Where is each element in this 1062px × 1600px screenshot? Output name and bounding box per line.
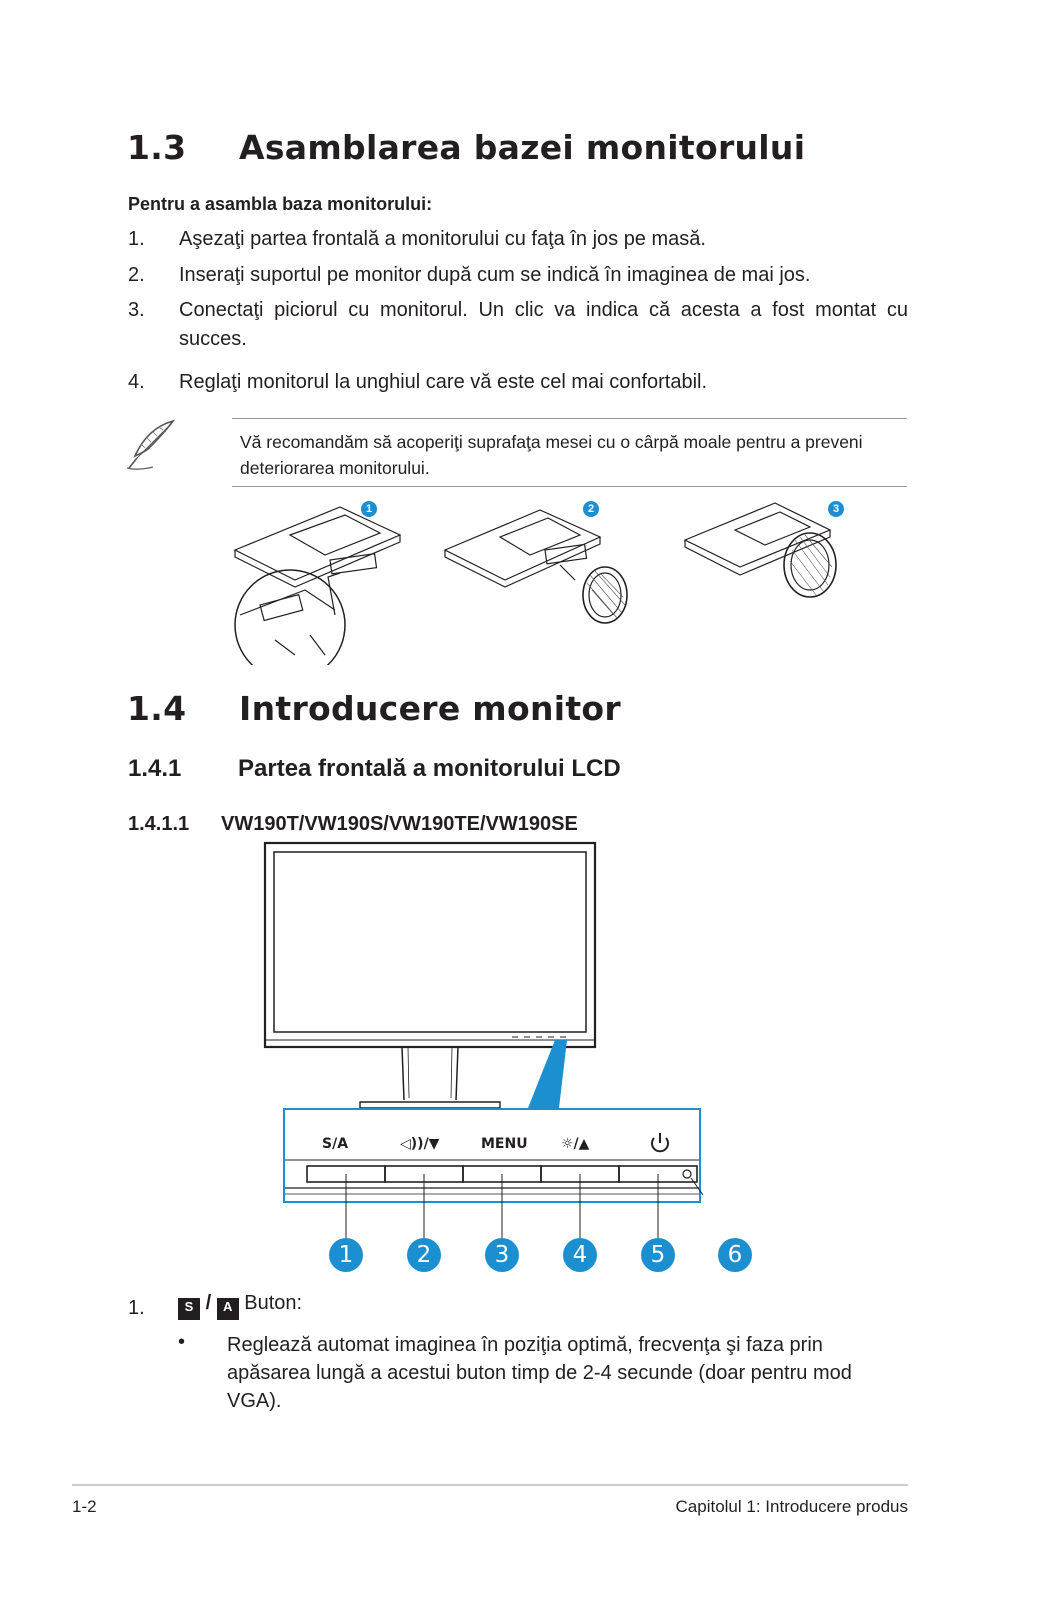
subsection-heading-1-4-1 xyxy=(128,755,621,783)
callout-badge: 2 xyxy=(407,1238,441,1272)
note-text: Vă recomandăm să acoperiţi suprafaţa mesei cu o cârpă moale pentru a preveni deteriorarea monitorului. xyxy=(240,432,863,478)
note-bottom-rule xyxy=(232,486,907,487)
bullet-icon: • xyxy=(178,1331,186,1353)
a-key-icon: A xyxy=(217,1298,239,1320)
subsubsection-number: 1.4.1.1 xyxy=(128,813,190,835)
button-desc-title xyxy=(178,1292,302,1320)
section-number: 1.3 xyxy=(127,128,187,167)
subsubsection-title: VW190T/VW190S/VW190TE/VW190SE xyxy=(221,813,578,835)
list-text: Inseraţi suportul pe monitor după cum se indică în imaginea de mai jos. xyxy=(179,264,811,286)
list-number: 2. xyxy=(128,264,145,286)
procedure-intro: Pentru a asambla baza monitorului: xyxy=(128,194,433,214)
callout-badge: 1 xyxy=(329,1238,363,1272)
footer-rule xyxy=(72,1484,908,1486)
monitor-front-illustration xyxy=(262,840,712,1125)
button-desc-number: 1. xyxy=(128,1297,145,1319)
list-item xyxy=(128,225,908,254)
list-item xyxy=(128,296,908,354)
subsection-title: Partea frontală a monitorului LCD xyxy=(238,755,621,782)
callout-badge: 6 xyxy=(718,1238,752,1272)
s-key-icon: S xyxy=(178,1298,200,1320)
subsection-number: 1.4.1 xyxy=(128,755,182,782)
assembly-illustration xyxy=(230,495,910,665)
list-number: 4. xyxy=(128,371,145,393)
key-separator: / xyxy=(205,1292,212,1314)
callout-badge: 4 xyxy=(563,1238,597,1272)
page-number: 1-2 xyxy=(72,1497,97,1516)
list-item xyxy=(128,261,908,290)
section-heading-1-3 xyxy=(127,128,927,168)
section-heading-1-4 xyxy=(127,689,927,729)
list-text: Reglaţi monitorul la unghiul care vă este cel mai confortabil. xyxy=(179,371,708,393)
chapter-title: Capitolul 1: Introducere produs xyxy=(675,1497,908,1516)
list-item xyxy=(128,368,908,397)
list-text: Conectaţi piciorul cu monitorul. Un clic va indica că acesta a fost montat cu succes. xyxy=(179,299,908,350)
volume-down-label: ◁))/▼ xyxy=(400,1136,440,1152)
figure-step-badge: 3 xyxy=(828,501,844,517)
section-title: Introducere monitor xyxy=(239,689,621,728)
list-text: Aşezaţi partea frontală a monitorului cu faţa în jos pe masă. xyxy=(179,228,706,250)
feather-pen-icon xyxy=(125,418,177,472)
callout-badge: 3 xyxy=(485,1238,519,1272)
button-label: Buton: xyxy=(244,1292,303,1314)
brightness-up-label: ☼/▲ xyxy=(561,1136,590,1152)
note-top-rule xyxy=(232,418,907,419)
list-number: 1. xyxy=(128,228,145,250)
section-title: Asamblarea bazei monitorului xyxy=(239,128,806,167)
section-number: 1.4 xyxy=(127,689,187,728)
figure-step-badge: 1 xyxy=(361,501,377,517)
button-desc-bullet: Reglează automat imaginea în poziţia optimă, frecvenţa şi faza prin apăsarea lungă a acestui buton timp de 2-4 secunde (doar pentru mod VGA). xyxy=(227,1334,852,1412)
figure-step-badge: 2 xyxy=(583,501,599,517)
auto-adjust-label: S/A xyxy=(322,1136,349,1152)
subsubsection-heading-1-4-1-1 xyxy=(128,813,578,836)
menu-label: MENU xyxy=(481,1136,528,1152)
list-number: 3. xyxy=(128,299,145,321)
power-icon xyxy=(652,1133,668,1151)
callout-badge: 5 xyxy=(641,1238,675,1272)
